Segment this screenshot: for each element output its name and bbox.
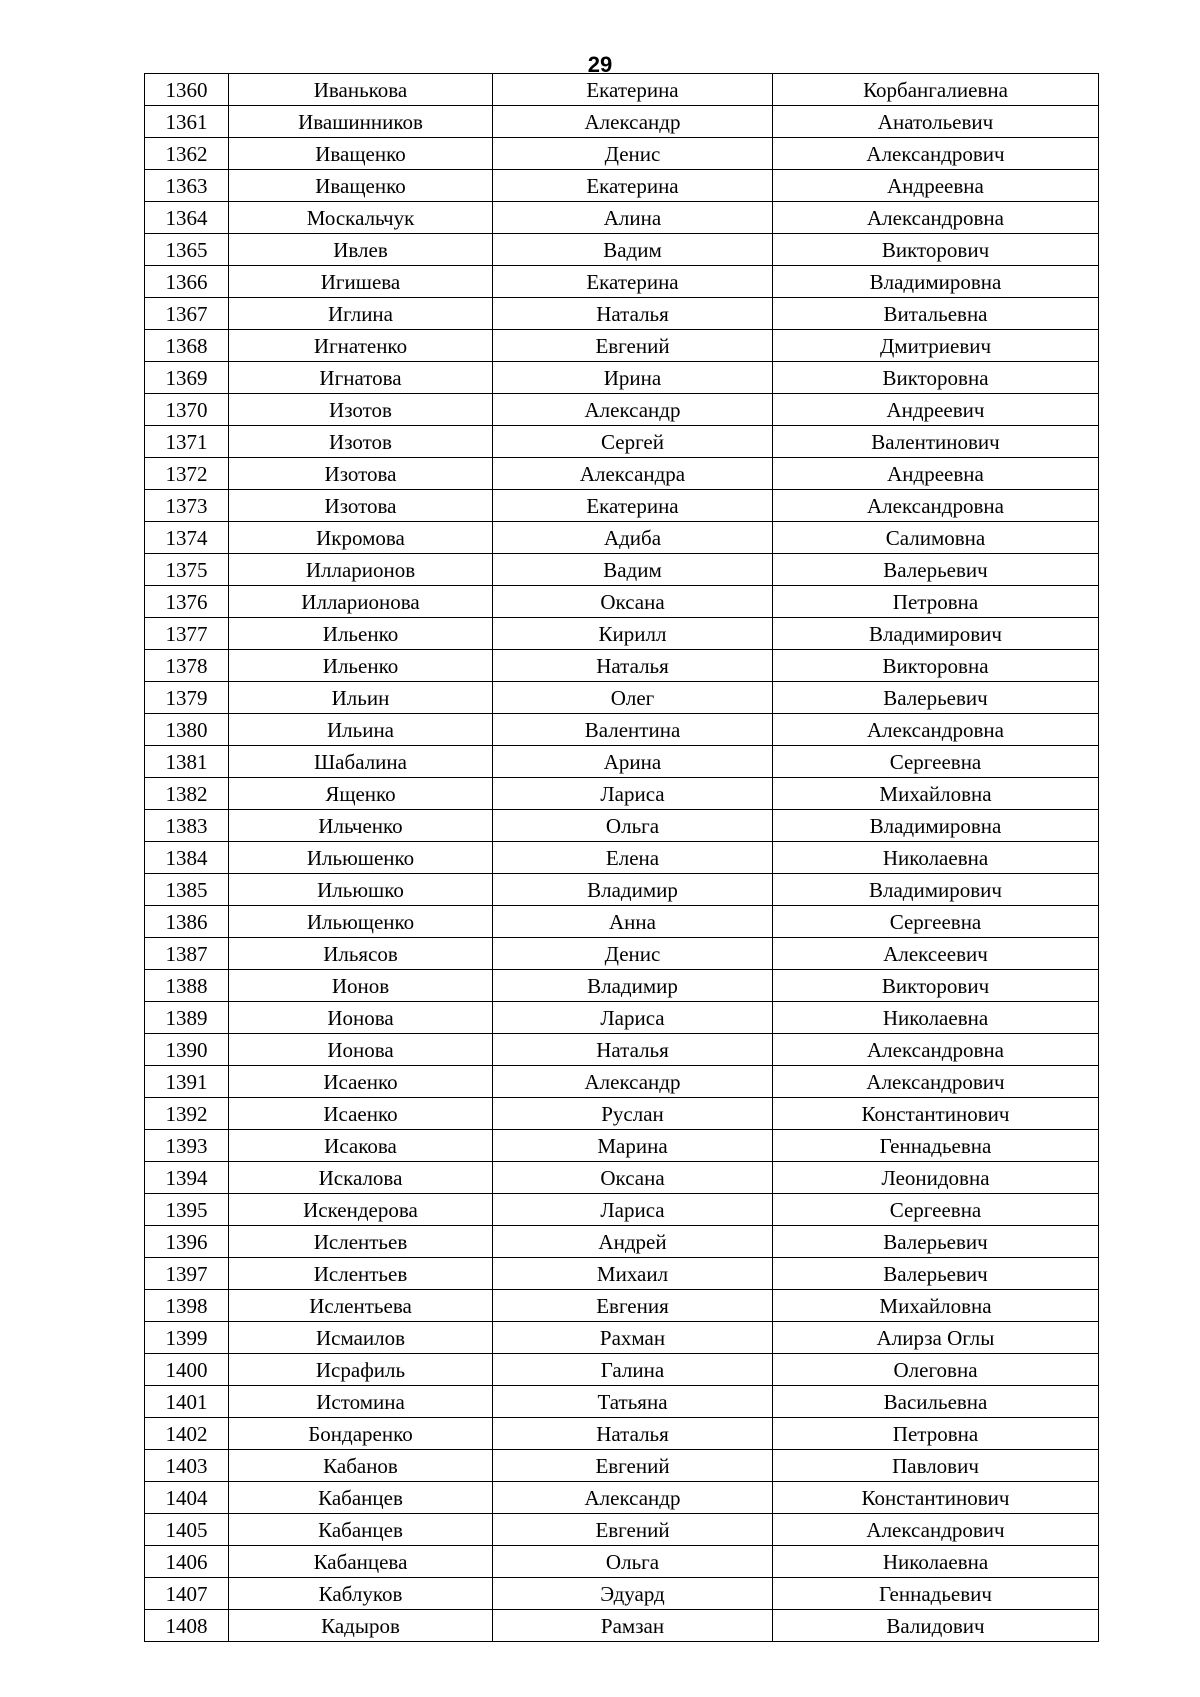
patronymic-cell: Андреевич: [773, 394, 1099, 426]
row-number-cell: 1407: [145, 1578, 229, 1610]
row-number-cell: 1362: [145, 138, 229, 170]
row-number-cell: 1360: [145, 74, 229, 106]
table-row: [145, 266, 1099, 298]
patronymic-cell: Валерьевич: [773, 1226, 1099, 1258]
table-row: [145, 970, 1099, 1002]
first-name-cell: Екатерина: [493, 490, 773, 522]
row-number-cell: 1405: [145, 1514, 229, 1546]
table-row: [145, 1322, 1099, 1354]
table-row: [145, 490, 1099, 522]
row-number-cell: 1364: [145, 202, 229, 234]
patronymic-cell: Владимировна: [773, 266, 1099, 298]
first-name-cell: Евгений: [493, 330, 773, 362]
table-row: [145, 1450, 1099, 1482]
row-number-cell: 1382: [145, 778, 229, 810]
patronymic-cell: Петровна: [773, 1418, 1099, 1450]
patronymic-cell: Викторовна: [773, 362, 1099, 394]
row-number-cell: 1379: [145, 682, 229, 714]
table-row: [145, 1418, 1099, 1450]
first-name-cell: Лариса: [493, 778, 773, 810]
last-name-cell: Исаенко: [229, 1066, 493, 1098]
patronymic-cell: Андреевна: [773, 458, 1099, 490]
row-number-cell: 1403: [145, 1450, 229, 1482]
table-row: [145, 650, 1099, 682]
patronymic-cell: Андреевна: [773, 170, 1099, 202]
last-name-cell: Ильина: [229, 714, 493, 746]
table-row: [145, 874, 1099, 906]
row-number-cell: 1390: [145, 1034, 229, 1066]
first-name-cell: Лариса: [493, 1002, 773, 1034]
row-number-cell: 1404: [145, 1482, 229, 1514]
patronymic-cell: Александровна: [773, 490, 1099, 522]
first-name-cell: Наталья: [493, 1418, 773, 1450]
patronymic-cell: Викторовна: [773, 650, 1099, 682]
patronymic-cell: Корбангалиевна: [773, 74, 1099, 106]
first-name-cell: Екатерина: [493, 266, 773, 298]
row-number-cell: 1398: [145, 1290, 229, 1322]
patronymic-cell: Владимировна: [773, 810, 1099, 842]
table-row: [145, 586, 1099, 618]
table-row: [145, 746, 1099, 778]
first-name-cell: Александр: [493, 394, 773, 426]
patronymic-cell: Васильевна: [773, 1386, 1099, 1418]
last-name-cell: Исаенко: [229, 1098, 493, 1130]
row-number-cell: 1385: [145, 874, 229, 906]
table-row: [145, 554, 1099, 586]
roster-table: [144, 73, 1099, 1642]
row-number-cell: 1399: [145, 1322, 229, 1354]
last-name-cell: Илларионова: [229, 586, 493, 618]
last-name-cell: Ильющенко: [229, 906, 493, 938]
patronymic-cell: Викторович: [773, 970, 1099, 1002]
first-name-cell: Лариса: [493, 1194, 773, 1226]
last-name-cell: Ионова: [229, 1034, 493, 1066]
patronymic-cell: Михайловна: [773, 1290, 1099, 1322]
table-row: [145, 714, 1099, 746]
first-name-cell: Наталья: [493, 1034, 773, 1066]
row-number-cell: 1381: [145, 746, 229, 778]
row-number-cell: 1406: [145, 1546, 229, 1578]
row-number-cell: 1392: [145, 1098, 229, 1130]
table-row: [145, 1194, 1099, 1226]
row-number-cell: 1372: [145, 458, 229, 490]
table-row: [145, 938, 1099, 970]
first-name-cell: Алина: [493, 202, 773, 234]
table-row: [145, 1098, 1099, 1130]
last-name-cell: Иглина: [229, 298, 493, 330]
patronymic-cell: Валерьевич: [773, 682, 1099, 714]
table-row: [145, 1258, 1099, 1290]
first-name-cell: Евгения: [493, 1290, 773, 1322]
row-number-cell: 1401: [145, 1386, 229, 1418]
first-name-cell: Ирина: [493, 362, 773, 394]
last-name-cell: Ильенко: [229, 650, 493, 682]
first-name-cell: Олег: [493, 682, 773, 714]
table-row: [145, 778, 1099, 810]
row-number-cell: 1397: [145, 1258, 229, 1290]
patronymic-cell: Олеговна: [773, 1354, 1099, 1386]
table-row: [145, 618, 1099, 650]
patronymic-cell: Викторович: [773, 234, 1099, 266]
first-name-cell: Ольга: [493, 1546, 773, 1578]
patronymic-cell: Николаевна: [773, 1546, 1099, 1578]
table-row: [145, 1482, 1099, 1514]
patronymic-cell: Сергеевна: [773, 746, 1099, 778]
table-row: [145, 1514, 1099, 1546]
first-name-cell: Евгений: [493, 1450, 773, 1482]
last-name-cell: Бондаренко: [229, 1418, 493, 1450]
row-number-cell: 1374: [145, 522, 229, 554]
patronymic-cell: Николаевна: [773, 842, 1099, 874]
patronymic-cell: Валентинович: [773, 426, 1099, 458]
first-name-cell: Арина: [493, 746, 773, 778]
table-row: [145, 1066, 1099, 1098]
patronymic-cell: Александровна: [773, 202, 1099, 234]
row-number-cell: 1373: [145, 490, 229, 522]
row-number-cell: 1368: [145, 330, 229, 362]
first-name-cell: Александр: [493, 1066, 773, 1098]
patronymic-cell: Александрович: [773, 138, 1099, 170]
table-row: [145, 1034, 1099, 1066]
table-row: [145, 1162, 1099, 1194]
patronymic-cell: Николаевна: [773, 1002, 1099, 1034]
first-name-cell: Ольга: [493, 810, 773, 842]
last-name-cell: Иванькова: [229, 74, 493, 106]
patronymic-cell: Александрович: [773, 1514, 1099, 1546]
last-name-cell: Ильюшко: [229, 874, 493, 906]
table-row: [145, 1546, 1099, 1578]
first-name-cell: Рамзан: [493, 1610, 773, 1642]
row-number-cell: 1376: [145, 586, 229, 618]
last-name-cell: Ионов: [229, 970, 493, 1002]
table-row: [145, 74, 1099, 106]
last-name-cell: Кадыров: [229, 1610, 493, 1642]
first-name-cell: Сергей: [493, 426, 773, 458]
patronymic-cell: Валерьевич: [773, 1258, 1099, 1290]
table-row: [145, 106, 1099, 138]
last-name-cell: Ислентьева: [229, 1290, 493, 1322]
last-name-cell: Ильясов: [229, 938, 493, 970]
patronymic-cell: Владимирович: [773, 874, 1099, 906]
table-row: [145, 1386, 1099, 1418]
table-row: [145, 298, 1099, 330]
last-name-cell: Ионова: [229, 1002, 493, 1034]
last-name-cell: Изотова: [229, 490, 493, 522]
table-row: [145, 1610, 1099, 1642]
table-row: [145, 138, 1099, 170]
patronymic-cell: Сергеевна: [773, 1194, 1099, 1226]
first-name-cell: Вадим: [493, 554, 773, 586]
table-row: [145, 426, 1099, 458]
table-row: [145, 1226, 1099, 1258]
first-name-cell: Руслан: [493, 1098, 773, 1130]
first-name-cell: Александра: [493, 458, 773, 490]
first-name-cell: Екатерина: [493, 170, 773, 202]
first-name-cell: Денис: [493, 138, 773, 170]
table-row: [145, 394, 1099, 426]
first-name-cell: Александр: [493, 106, 773, 138]
row-number-cell: 1394: [145, 1162, 229, 1194]
last-name-cell: Каблуков: [229, 1578, 493, 1610]
last-name-cell: Илларионов: [229, 554, 493, 586]
patronymic-cell: Петровна: [773, 586, 1099, 618]
row-number-cell: 1383: [145, 810, 229, 842]
row-number-cell: 1366: [145, 266, 229, 298]
patronymic-cell: Александровна: [773, 714, 1099, 746]
last-name-cell: Исрафиль: [229, 1354, 493, 1386]
row-number-cell: 1363: [145, 170, 229, 202]
last-name-cell: Искендерова: [229, 1194, 493, 1226]
first-name-cell: Екатерина: [493, 74, 773, 106]
row-number-cell: 1402: [145, 1418, 229, 1450]
table-row: [145, 842, 1099, 874]
table-row: [145, 458, 1099, 490]
last-name-cell: Ильин: [229, 682, 493, 714]
last-name-cell: Москальчук: [229, 202, 493, 234]
last-name-cell: Икромова: [229, 522, 493, 554]
row-number-cell: 1367: [145, 298, 229, 330]
first-name-cell: Адиба: [493, 522, 773, 554]
row-number-cell: 1384: [145, 842, 229, 874]
first-name-cell: Эдуард: [493, 1578, 773, 1610]
page-number: 29: [587, 52, 613, 77]
patronymic-cell: Александровна: [773, 1034, 1099, 1066]
first-name-cell: Елена: [493, 842, 773, 874]
patronymic-cell: Константинович: [773, 1098, 1099, 1130]
table-row: [145, 362, 1099, 394]
patronymic-cell: Алексеевич: [773, 938, 1099, 970]
last-name-cell: Изотова: [229, 458, 493, 490]
last-name-cell: Ильенко: [229, 618, 493, 650]
table-row: [145, 1354, 1099, 1386]
first-name-cell: Александр: [493, 1482, 773, 1514]
table-row: [145, 330, 1099, 362]
last-name-cell: Кабанцева: [229, 1546, 493, 1578]
last-name-cell: Ивашинников: [229, 106, 493, 138]
last-name-cell: Ислентьев: [229, 1258, 493, 1290]
last-name-cell: Кабанцев: [229, 1482, 493, 1514]
first-name-cell: Оксана: [493, 1162, 773, 1194]
row-number-cell: 1361: [145, 106, 229, 138]
first-name-cell: Евгений: [493, 1514, 773, 1546]
first-name-cell: Кирилл: [493, 618, 773, 650]
row-number-cell: 1375: [145, 554, 229, 586]
table-row: [145, 1002, 1099, 1034]
row-number-cell: 1395: [145, 1194, 229, 1226]
table-row: [145, 682, 1099, 714]
last-name-cell: Ильченко: [229, 810, 493, 842]
first-name-cell: Денис: [493, 938, 773, 970]
last-name-cell: Ислентьев: [229, 1226, 493, 1258]
row-number-cell: 1396: [145, 1226, 229, 1258]
patronymic-cell: Салимовна: [773, 522, 1099, 554]
last-name-cell: Игнатова: [229, 362, 493, 394]
row-number-cell: 1386: [145, 906, 229, 938]
patronymic-cell: Валидович: [773, 1610, 1099, 1642]
first-name-cell: Наталья: [493, 298, 773, 330]
last-name-cell: Иващенко: [229, 170, 493, 202]
last-name-cell: Изотов: [229, 394, 493, 426]
patronymic-cell: Витальевна: [773, 298, 1099, 330]
last-name-cell: Игишева: [229, 266, 493, 298]
row-number-cell: 1370: [145, 394, 229, 426]
table-row: [145, 170, 1099, 202]
row-number-cell: 1378: [145, 650, 229, 682]
first-name-cell: Вадим: [493, 234, 773, 266]
last-name-cell: Исакова: [229, 1130, 493, 1162]
patronymic-cell: Геннадьевна: [773, 1130, 1099, 1162]
first-name-cell: Татьяна: [493, 1386, 773, 1418]
last-name-cell: Ященко: [229, 778, 493, 810]
row-number-cell: 1388: [145, 970, 229, 1002]
first-name-cell: Марина: [493, 1130, 773, 1162]
last-name-cell: Шабалина: [229, 746, 493, 778]
row-number-cell: 1391: [145, 1066, 229, 1098]
first-name-cell: Андрей: [493, 1226, 773, 1258]
last-name-cell: Кабанцев: [229, 1514, 493, 1546]
patronymic-cell: Геннадьевич: [773, 1578, 1099, 1610]
last-name-cell: Игнатенко: [229, 330, 493, 362]
last-name-cell: Искалова: [229, 1162, 493, 1194]
first-name-cell: Михаил: [493, 1258, 773, 1290]
first-name-cell: Наталья: [493, 650, 773, 682]
patronymic-cell: Сергеевна: [773, 906, 1099, 938]
first-name-cell: Валентина: [493, 714, 773, 746]
row-number-cell: 1387: [145, 938, 229, 970]
row-number-cell: 1369: [145, 362, 229, 394]
last-name-cell: Ивлев: [229, 234, 493, 266]
patronymic-cell: Леонидовна: [773, 1162, 1099, 1194]
last-name-cell: Иващенко: [229, 138, 493, 170]
last-name-cell: Исмаилов: [229, 1322, 493, 1354]
last-name-cell: Кабанов: [229, 1450, 493, 1482]
row-number-cell: 1380: [145, 714, 229, 746]
row-number-cell: 1408: [145, 1610, 229, 1642]
first-name-cell: Владимир: [493, 970, 773, 1002]
table-row: [145, 1130, 1099, 1162]
table-row: [145, 906, 1099, 938]
patronymic-cell: Владимирович: [773, 618, 1099, 650]
row-number-cell: 1377: [145, 618, 229, 650]
table-row: [145, 202, 1099, 234]
first-name-cell: Оксана: [493, 586, 773, 618]
table-row: [145, 234, 1099, 266]
row-number-cell: 1393: [145, 1130, 229, 1162]
table-row: [145, 1290, 1099, 1322]
last-name-cell: Изотов: [229, 426, 493, 458]
patronymic-cell: Константинович: [773, 1482, 1099, 1514]
patronymic-cell: Алирза Оглы: [773, 1322, 1099, 1354]
last-name-cell: Ильюшенко: [229, 842, 493, 874]
roster-table-body: [145, 74, 1099, 1642]
table-row: [145, 1578, 1099, 1610]
patronymic-cell: Анатольевич: [773, 106, 1099, 138]
row-number-cell: 1365: [145, 234, 229, 266]
first-name-cell: Галина: [493, 1354, 773, 1386]
patronymic-cell: Александрович: [773, 1066, 1099, 1098]
row-number-cell: 1389: [145, 1002, 229, 1034]
patronymic-cell: Дмитриевич: [773, 330, 1099, 362]
table-row: [145, 810, 1099, 842]
row-number-cell: 1371: [145, 426, 229, 458]
patronymic-cell: Павлович: [773, 1450, 1099, 1482]
row-number-cell: 1400: [145, 1354, 229, 1386]
first-name-cell: Анна: [493, 906, 773, 938]
patronymic-cell: Михайловна: [773, 778, 1099, 810]
first-name-cell: Рахман: [493, 1322, 773, 1354]
patronymic-cell: Валерьевич: [773, 554, 1099, 586]
table-row: [145, 522, 1099, 554]
last-name-cell: Истомина: [229, 1386, 493, 1418]
first-name-cell: Владимир: [493, 874, 773, 906]
